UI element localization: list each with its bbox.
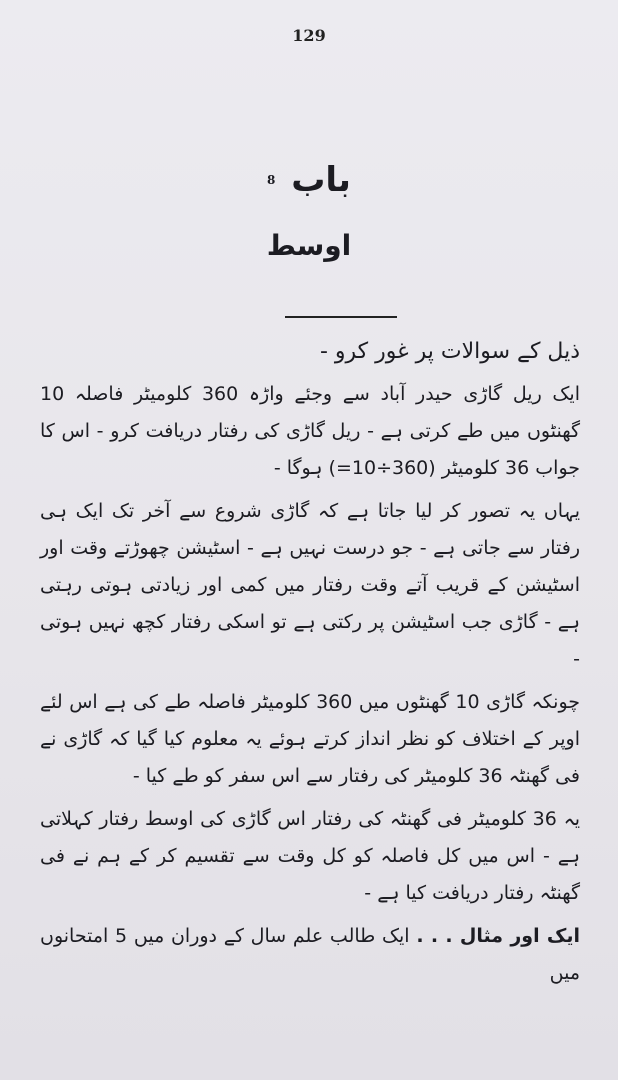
page-body bbox=[40, 332, 580, 998]
paragraph-2: یہاں یہ تصور کر لیا جاتا ہے کہ گاڑی شروع سے آخر تک ایک ہی رفتار سے جاتی ہے - جو درست نہیں ہے - اسٹیشن چھوڑتے وقت اور اسٹیشن کے قریب آتے وقت رفتار میں کمی اور زیادتی ہوتی رہتی ہے - گاڑی جب اسٹیشن پر رکتی ہے تو اسکی رفتار کچھ نہیں ہوتی - bbox=[40, 500, 580, 670]
page-number: 129 bbox=[292, 26, 326, 45]
chapter-title: اوسط bbox=[266, 229, 352, 262]
paragraph-1: ایک ریل گاڑی حیدر آباد سے وجئے واڑہ 360 کلومیٹر فاصلہ 10 گھنٹوں میں طے کرتی ہے - ریل گاڑی کی رفتار دریافت کرو - اس کا جواب 36 کلومیٹر (360÷10=) ہوگا - bbox=[40, 383, 580, 479]
title-divider bbox=[285, 316, 397, 318]
chapter-header bbox=[0, 160, 618, 264]
paragraph-4: یہ 36 کلومیٹر فی گھنٹہ کی رفتار اس گاڑی کی اوسط رفتار کہلاتی ہے - اس میں کل فاصلہ کو کل وقت سے تقسیم کر کے ہم نے فی گھنٹہ رفتار دریافت کیا ہے - bbox=[40, 808, 580, 904]
paragraph-3: چونکہ گاڑی 10 گھنٹوں میں 360 کلومیٹر فاصلہ طے کی ہے اس لئے اوپر کے اختلاف کو نظر انداز کرتے ہوئے یہ معلوم کیا گیا کہ گاڑی نے فی گھنٹہ 36 کلومیٹر کی رفتار سے اس سفر کو طے کیا - bbox=[40, 691, 581, 787]
section-heading: ذیل کے سوالات پر غور کرو - bbox=[319, 339, 580, 364]
chapter-label-line bbox=[0, 160, 618, 200]
example-text: ایک طالب علم سال کے دوران میں 5 امتحانوں میں bbox=[40, 925, 580, 984]
example-label: ایک اور مثال . . . bbox=[416, 925, 581, 947]
example-paragraph bbox=[40, 918, 580, 992]
chapter-number: 8 bbox=[267, 173, 276, 187]
chapter-label: باب bbox=[291, 160, 351, 200]
